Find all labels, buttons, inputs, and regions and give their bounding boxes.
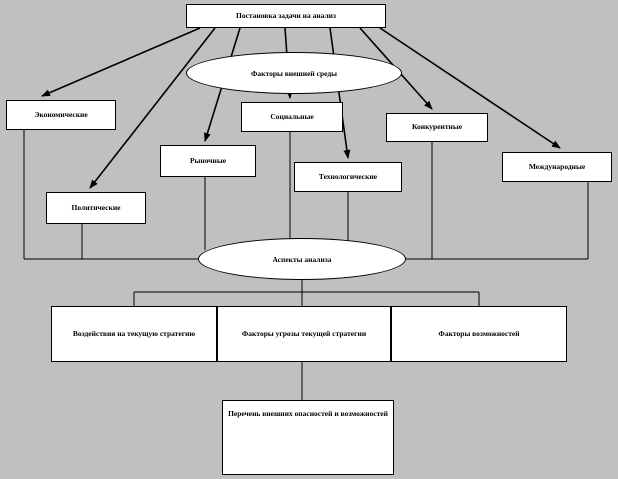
node-economic-label: Экономические (34, 109, 88, 119)
node-market-label: Рыночные (189, 155, 227, 165)
node-international-label: Международные (528, 161, 586, 171)
node-international[interactable] (502, 152, 612, 182)
node-task-label: Постановка задачи на анализ (235, 10, 337, 20)
node-threats-label: Факторы угрозы текущей стратегии (241, 328, 367, 338)
node-technological-label: Технологические (318, 171, 378, 181)
node-impact[interactable] (51, 306, 217, 362)
node-competitive[interactable] (386, 113, 488, 142)
node-list-label: Перечень внешних опасностей и возможностей (228, 409, 388, 418)
node-aspects-label: Аспекты анализа (272, 254, 332, 264)
node-list[interactable] (222, 400, 394, 475)
node-political[interactable] (46, 192, 146, 224)
connector-task-technological (330, 28, 348, 158)
node-threats[interactable] (217, 306, 391, 362)
node-opportunities[interactable] (391, 306, 567, 362)
node-task[interactable] (186, 4, 386, 28)
node-external-factors-label: Факторы внешней среды (250, 68, 337, 78)
node-competitive-label: Конкурентные (411, 122, 463, 132)
node-opportunities-label: Факторы возможностей (438, 328, 520, 338)
node-impact-label: Воздействия на текущую стратегию (72, 328, 196, 338)
node-aspects[interactable] (198, 238, 406, 280)
connector-task-economic (42, 28, 200, 96)
node-technological[interactable] (294, 162, 402, 192)
node-political-label: Политические (71, 202, 121, 212)
node-market[interactable] (160, 145, 256, 177)
node-social[interactable] (241, 102, 343, 132)
node-social-label: Социальные (270, 111, 314, 121)
node-external-factors[interactable] (186, 52, 402, 94)
node-economic[interactable] (6, 100, 116, 130)
